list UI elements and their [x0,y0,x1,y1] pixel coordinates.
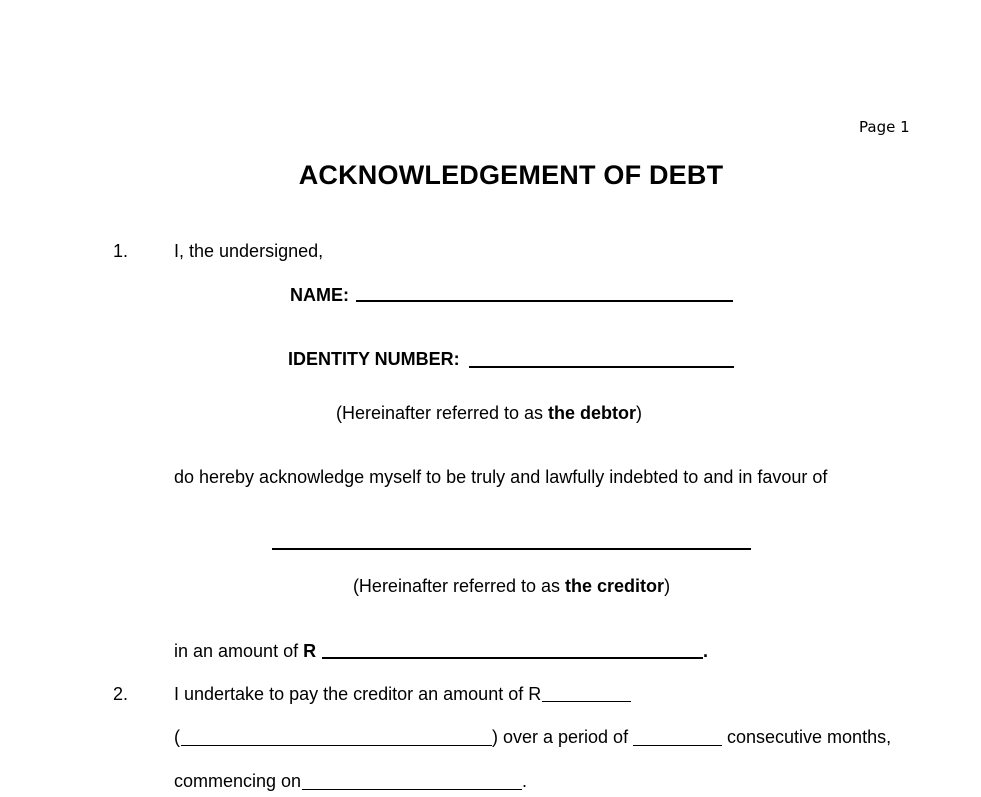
amount-in-words-line[interactable] [181,745,492,746]
acknowledge-text: do hereby acknowledge myself to be truly and lawfully indebted to and in favour of [174,467,828,487]
identity-number-field-line[interactable] [469,366,734,368]
creditor-note: (Hereinafter referred to as the creditor) [352,576,671,596]
consecutive-months-text: consecutive months, [727,727,892,747]
clause-2-number: 2. [113,684,129,704]
amount-field-line[interactable] [322,657,703,659]
open-paren: ( [174,727,180,747]
commencing-date-line[interactable] [302,789,522,790]
document-title: ACKNOWLEDGEMENT OF DEBT [298,160,724,190]
installment-amount-line[interactable] [542,701,631,702]
over-period-text: ) over a period of [492,727,629,747]
debtor-note: (Hereinafter referred to as the debtor) [335,403,643,423]
commencing-text: commencing on [174,771,302,791]
page-number: Page 1 [859,118,910,136]
identity-number-label: IDENTITY NUMBER: [288,349,460,369]
clause-1-intro: I, the undersigned, [174,241,324,261]
amount-text: in an amount of R [174,641,317,661]
commencing-period: . [522,771,528,791]
amount-period: . [703,641,709,661]
name-field-line[interactable] [356,300,733,302]
name-label: NAME: [290,285,349,305]
creditor-field-line[interactable] [272,548,751,550]
clause-2-line-1: I undertake to pay the creditor an amount of R [174,684,542,704]
months-count-line[interactable] [633,745,722,746]
clause-1-number: 1. [113,241,129,261]
